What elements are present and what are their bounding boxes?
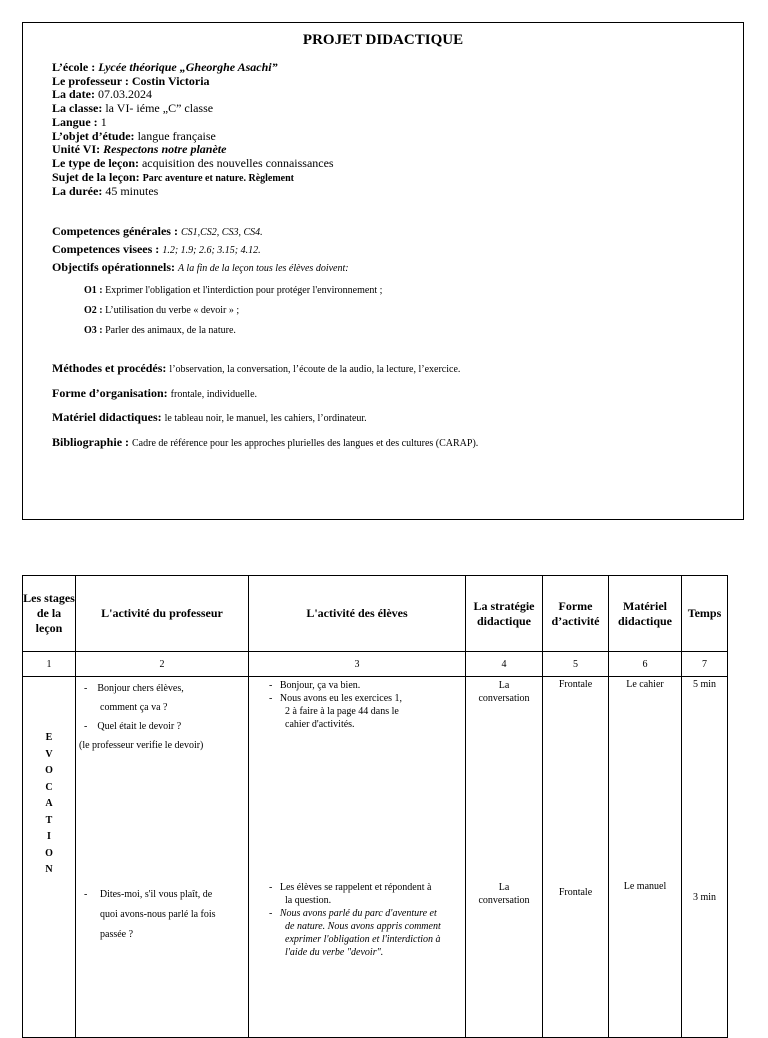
column-number-row bbox=[23, 652, 728, 677]
methods-block bbox=[52, 357, 478, 455]
column-number: 1 bbox=[23, 652, 76, 677]
methodes-procedes: Méthodes et procédés: l’observation, la conversation, l’écoute de la audio, la lecture, l’exercice. bbox=[52, 361, 461, 375]
info-langue: Langue : 1 bbox=[52, 114, 107, 129]
info-classe: La classe: la VI- iéme „C” classe bbox=[52, 101, 214, 116]
column-number: 6 bbox=[609, 652, 682, 677]
header-strategie: La stratégie didactique bbox=[466, 576, 543, 652]
objectifs-operationnels: Objectifs opérationnels: A la fin de la leçon tous les élèves doivent: bbox=[52, 260, 349, 274]
materiel-cell bbox=[609, 677, 682, 1038]
prof-activity-block-2: - Dites-moi, s'il vous plaît, de quoi avons-nous parlé la fois passée ? bbox=[84, 889, 216, 940]
temps-cell bbox=[682, 677, 728, 1038]
stage-evocation: E V O C A T I O N bbox=[45, 732, 53, 875]
column-number: 5 bbox=[543, 652, 609, 677]
materiel-didactiques: Matériel didactiques: le tableau noir, le manuel, les cahiers, l’ordinateur. bbox=[52, 410, 367, 424]
students-activity-block-1: - Bonjour, ça va bien. - Nous avons eu les exercices 1, 2 à faire à la page 44 dans le cahier d'activités. bbox=[269, 680, 403, 730]
info-block bbox=[52, 61, 334, 199]
info-objet: L’objet d’étude: langue française bbox=[52, 128, 216, 143]
page-two bbox=[22, 575, 734, 1035]
temps-2: 3 min bbox=[692, 892, 717, 903]
students-activity-block-2: - Les élèves se rappelent et répondent à la question. - Nous avons parlé du parc d'aventure et de nature. Nous avons appris comment exprimer l'obligation et l'interdiction à l'aide du verbe "devoir". bbox=[269, 882, 441, 958]
bibliographie: Bibliographie : Cadre de référence pour les approches plurielles des langues et des cultures (CARAP). bbox=[52, 434, 479, 449]
objective-item: O2 : L’utilisation du verbe « devoir » ; bbox=[84, 305, 240, 316]
forme-2: Frontale bbox=[558, 887, 593, 898]
header-eleves: L'activité des élèves bbox=[249, 576, 466, 652]
stage-cell bbox=[23, 677, 76, 1038]
strategy-1: La conversation bbox=[478, 680, 530, 704]
header-materiel: Matériel didactique bbox=[609, 576, 682, 652]
info-type-lecon: Le type de leçon: acquisition des nouvelles connaissances bbox=[52, 155, 334, 170]
prof-activity-block-1: - Bonjour chers élèves, comment ça va ? - Quel était le devoir ? (le professeur verifie le devoir) bbox=[79, 683, 204, 751]
header-stages: Les stages de la leçon bbox=[23, 576, 76, 652]
column-number: 2 bbox=[76, 652, 249, 677]
info-ecole: L’école : Lycée théorique „Gheorghe Asachi” bbox=[52, 60, 278, 74]
column-number: 4 bbox=[466, 652, 543, 677]
info-unite: Unité VI: Respectons notre planète bbox=[52, 142, 227, 157]
competences-block bbox=[52, 223, 349, 277]
materiel-2: Le manuel bbox=[623, 881, 667, 892]
materiel-1: Le cahier bbox=[626, 679, 664, 690]
document-title: PROJET DIDACTIQUE bbox=[302, 32, 464, 48]
column-number: 3 bbox=[249, 652, 466, 677]
objective-item: O1 : Exprimer l'obligation et l'interdiction pour protéger l'environnement ; bbox=[84, 285, 383, 296]
info-professeur: Le professeur : Costin Victoria bbox=[52, 73, 210, 88]
table-header-row bbox=[23, 576, 728, 652]
strategy-2: La conversation bbox=[478, 882, 530, 906]
header-temps: Temps bbox=[682, 576, 728, 652]
header-forme: Forme d’activité bbox=[543, 576, 609, 652]
info-duree: La durée: 45 minutes bbox=[52, 184, 159, 199]
forme-organisation: Forme d’organisation: frontale, individuelle. bbox=[52, 385, 258, 400]
page-one bbox=[22, 22, 744, 520]
students-activity-cell bbox=[249, 677, 466, 1038]
objective-item: O3 : Parler des animaux, de la nature. bbox=[84, 325, 236, 336]
info-date: La date: 07.03.2024 bbox=[52, 87, 152, 102]
strategy-cell bbox=[466, 677, 543, 1038]
info-sujet: Sujet de la leçon: Parc aventure et nature. Règlement bbox=[52, 169, 295, 184]
lesson-plan-table bbox=[22, 575, 728, 1038]
temps-1: 5 min bbox=[692, 679, 717, 690]
table-row-evocation bbox=[23, 677, 728, 1038]
competences-generales: Competences générales : CS1,CS2, CS3, CS4. bbox=[52, 224, 263, 238]
objectives-list bbox=[84, 281, 382, 341]
competences-visees: Competences visees : 1.2; 1.9; 2.6; 3.15; 4.12. bbox=[52, 242, 261, 256]
header-prof: L'activité du professeur bbox=[76, 576, 249, 652]
forme-1: Frontale bbox=[558, 679, 593, 690]
forme-cell bbox=[543, 677, 609, 1038]
column-number: 7 bbox=[682, 652, 728, 677]
prof-activity-cell bbox=[76, 677, 249, 1038]
